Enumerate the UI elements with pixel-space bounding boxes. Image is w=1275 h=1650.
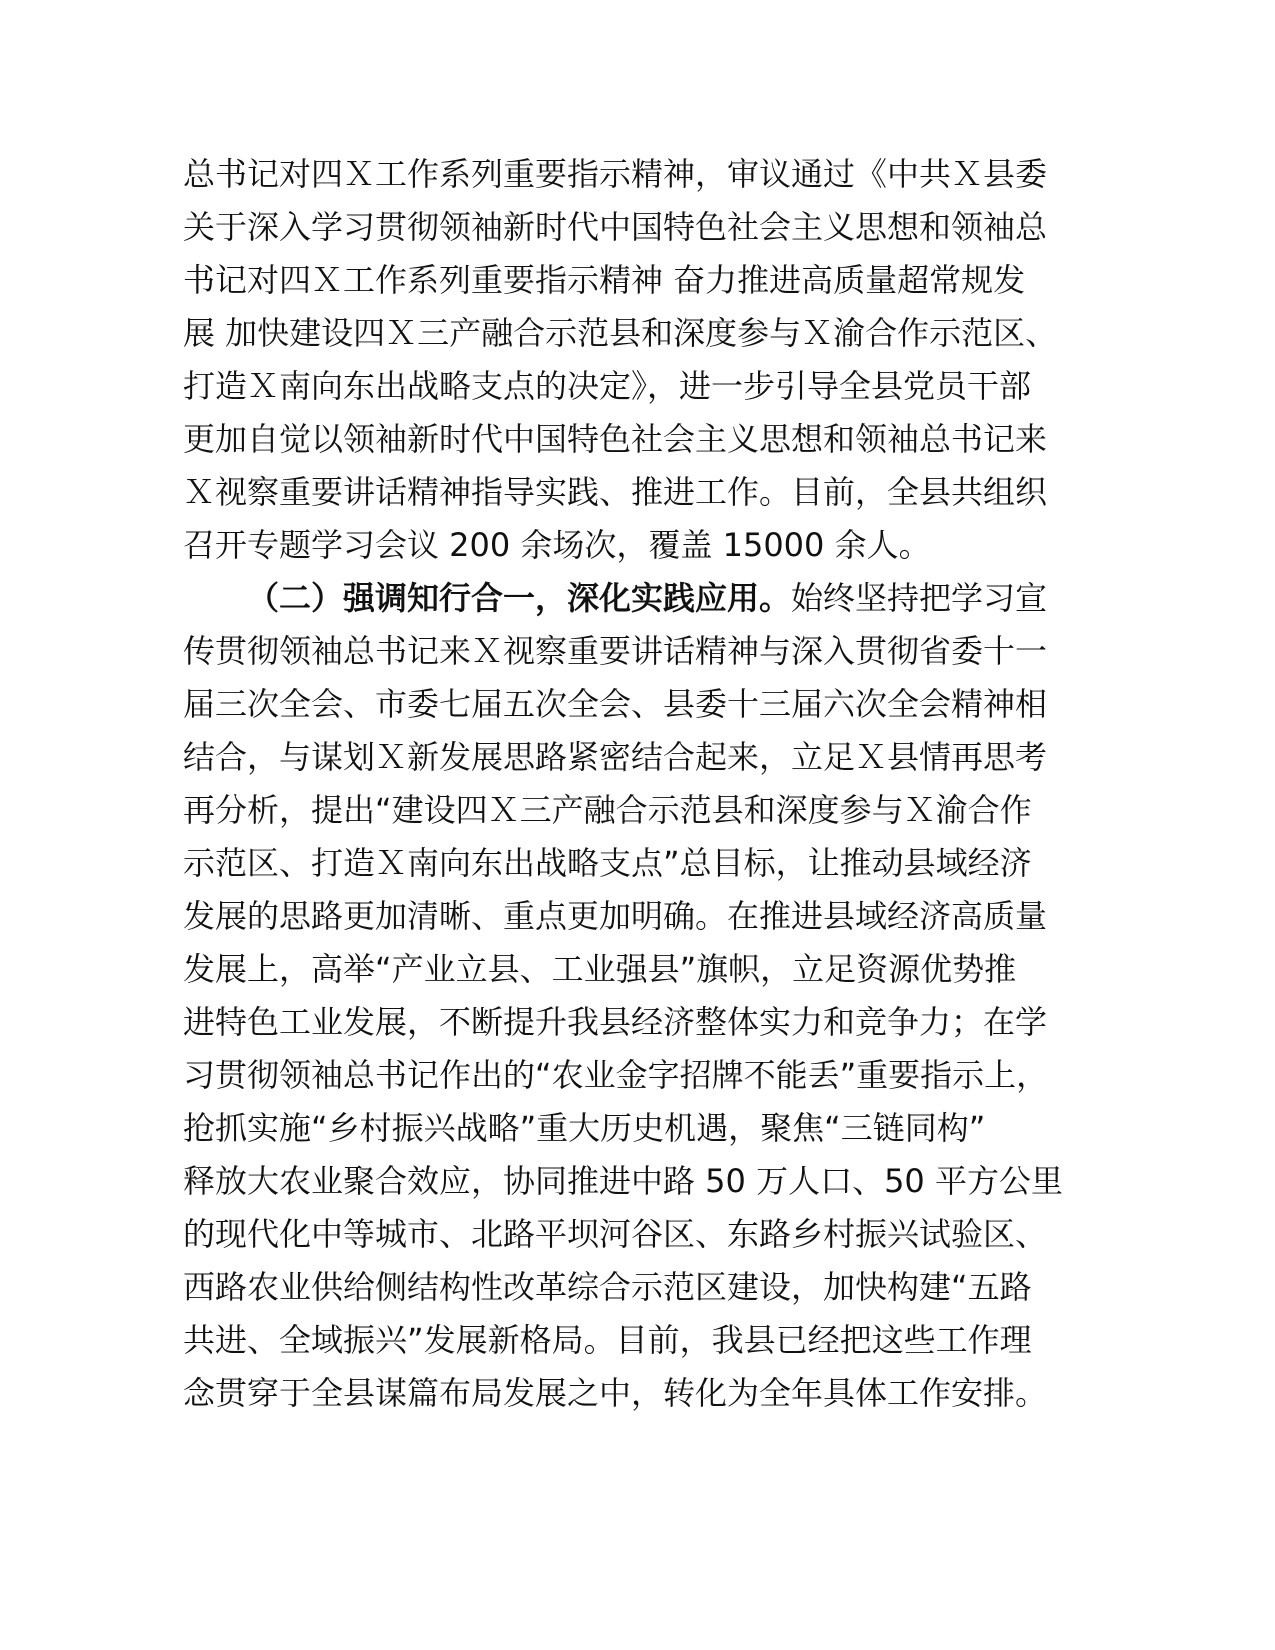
text-line: 发展上，高举“产业立县、工业强县”旗帜，立足资源优势推 <box>183 950 1017 988</box>
text-line: Ｘ视察重要讲话精神指导实践、推进工作。目前，全县共组织 <box>183 473 1048 511</box>
document-body <box>183 148 1093 1420</box>
text-line: 抢抓实施“乡村振兴战略”重大历史机遇，聚焦“三链同构” <box>183 1109 986 1147</box>
text-line: 习贯彻领袖总书记作出的“农业金字招牌不能丢”重要指示上， <box>183 1056 1049 1094</box>
text-line-first <box>183 572 1093 625</box>
paragraph-1 <box>183 148 1093 572</box>
text-line: 关于深入学习贯彻领袖新时代中国特色社会主义思想和领袖总 <box>183 208 1048 246</box>
text-line: 打造Ｘ南向东出战略支点的决定》，进一步引导全县党员干部 <box>183 367 1032 405</box>
text-line: 更加自觉以领袖新时代中国特色社会主义思想和领袖总书记来 <box>183 420 1048 458</box>
text-line: 届三次全会、市委七届五次全会、县委十三届六次全会精神相 <box>183 685 1048 723</box>
text-line: 念贯穿于全县谋篇布局发展之中，转化为全年具体工作安排。 <box>183 1374 1048 1412</box>
text-line: 总书记对四Ｘ工作系列重要指示精神，审议通过《中共Ｘ县委 <box>183 155 1048 193</box>
text-line: 再分析，提出“建设四Ｘ三产融合示范县和深度参与Ｘ渝合作 <box>183 791 1032 829</box>
text-line: 进特色工业发展，不断提升我县经济整体实力和竞争力；在学 <box>183 1003 1048 1041</box>
text-line: 释放大农业聚合效应，协同推进中路 50 万人口、50 平方公里 <box>183 1162 1063 1200</box>
text-line: 示范区、打造Ｘ南向东出战略支点”总目标，让推动县域经济 <box>183 844 1032 882</box>
text-line: 召开专题学习会议 200 余场次，覆盖 15000 余人。 <box>183 526 931 564</box>
text-line: 展 加快建设四Ｘ三产融合示范县和深度参与Ｘ渝合作示范区、 <box>183 314 1058 352</box>
text-line: 传贯彻领袖总书记来Ｘ视察重要讲话精神与深入贯彻省委十一 <box>183 632 1048 670</box>
text-line: 共进、全域振兴”发展新格局。目前，我县已经把这些工作理 <box>183 1321 1032 1359</box>
text-line: 发展的思路更加清晰、重点更加明确。在推进县域经济高质量 <box>183 897 1048 935</box>
text-line: 西路农业供给侧结构性改革综合示范区建设，加快构建“五路 <box>183 1268 1032 1306</box>
text-line: 书记对四Ｘ工作系列重要指示精神 奋力推进高质量超常规发 <box>183 261 1026 299</box>
section-heading: （二）强调知行合一，深化实践应用。 <box>247 579 792 617</box>
heading-line-rest: 始终坚持把学习宣 <box>791 579 1048 617</box>
text-line: 结合，与谋划Ｘ新发展思路紧密结合起来，立足Ｘ县情再思考 <box>183 738 1048 776</box>
text-line: 的现代化中等城市、北路平坝河谷区、东路乡村振兴试验区、 <box>183 1215 1048 1253</box>
paragraph-2 <box>183 572 1093 1420</box>
